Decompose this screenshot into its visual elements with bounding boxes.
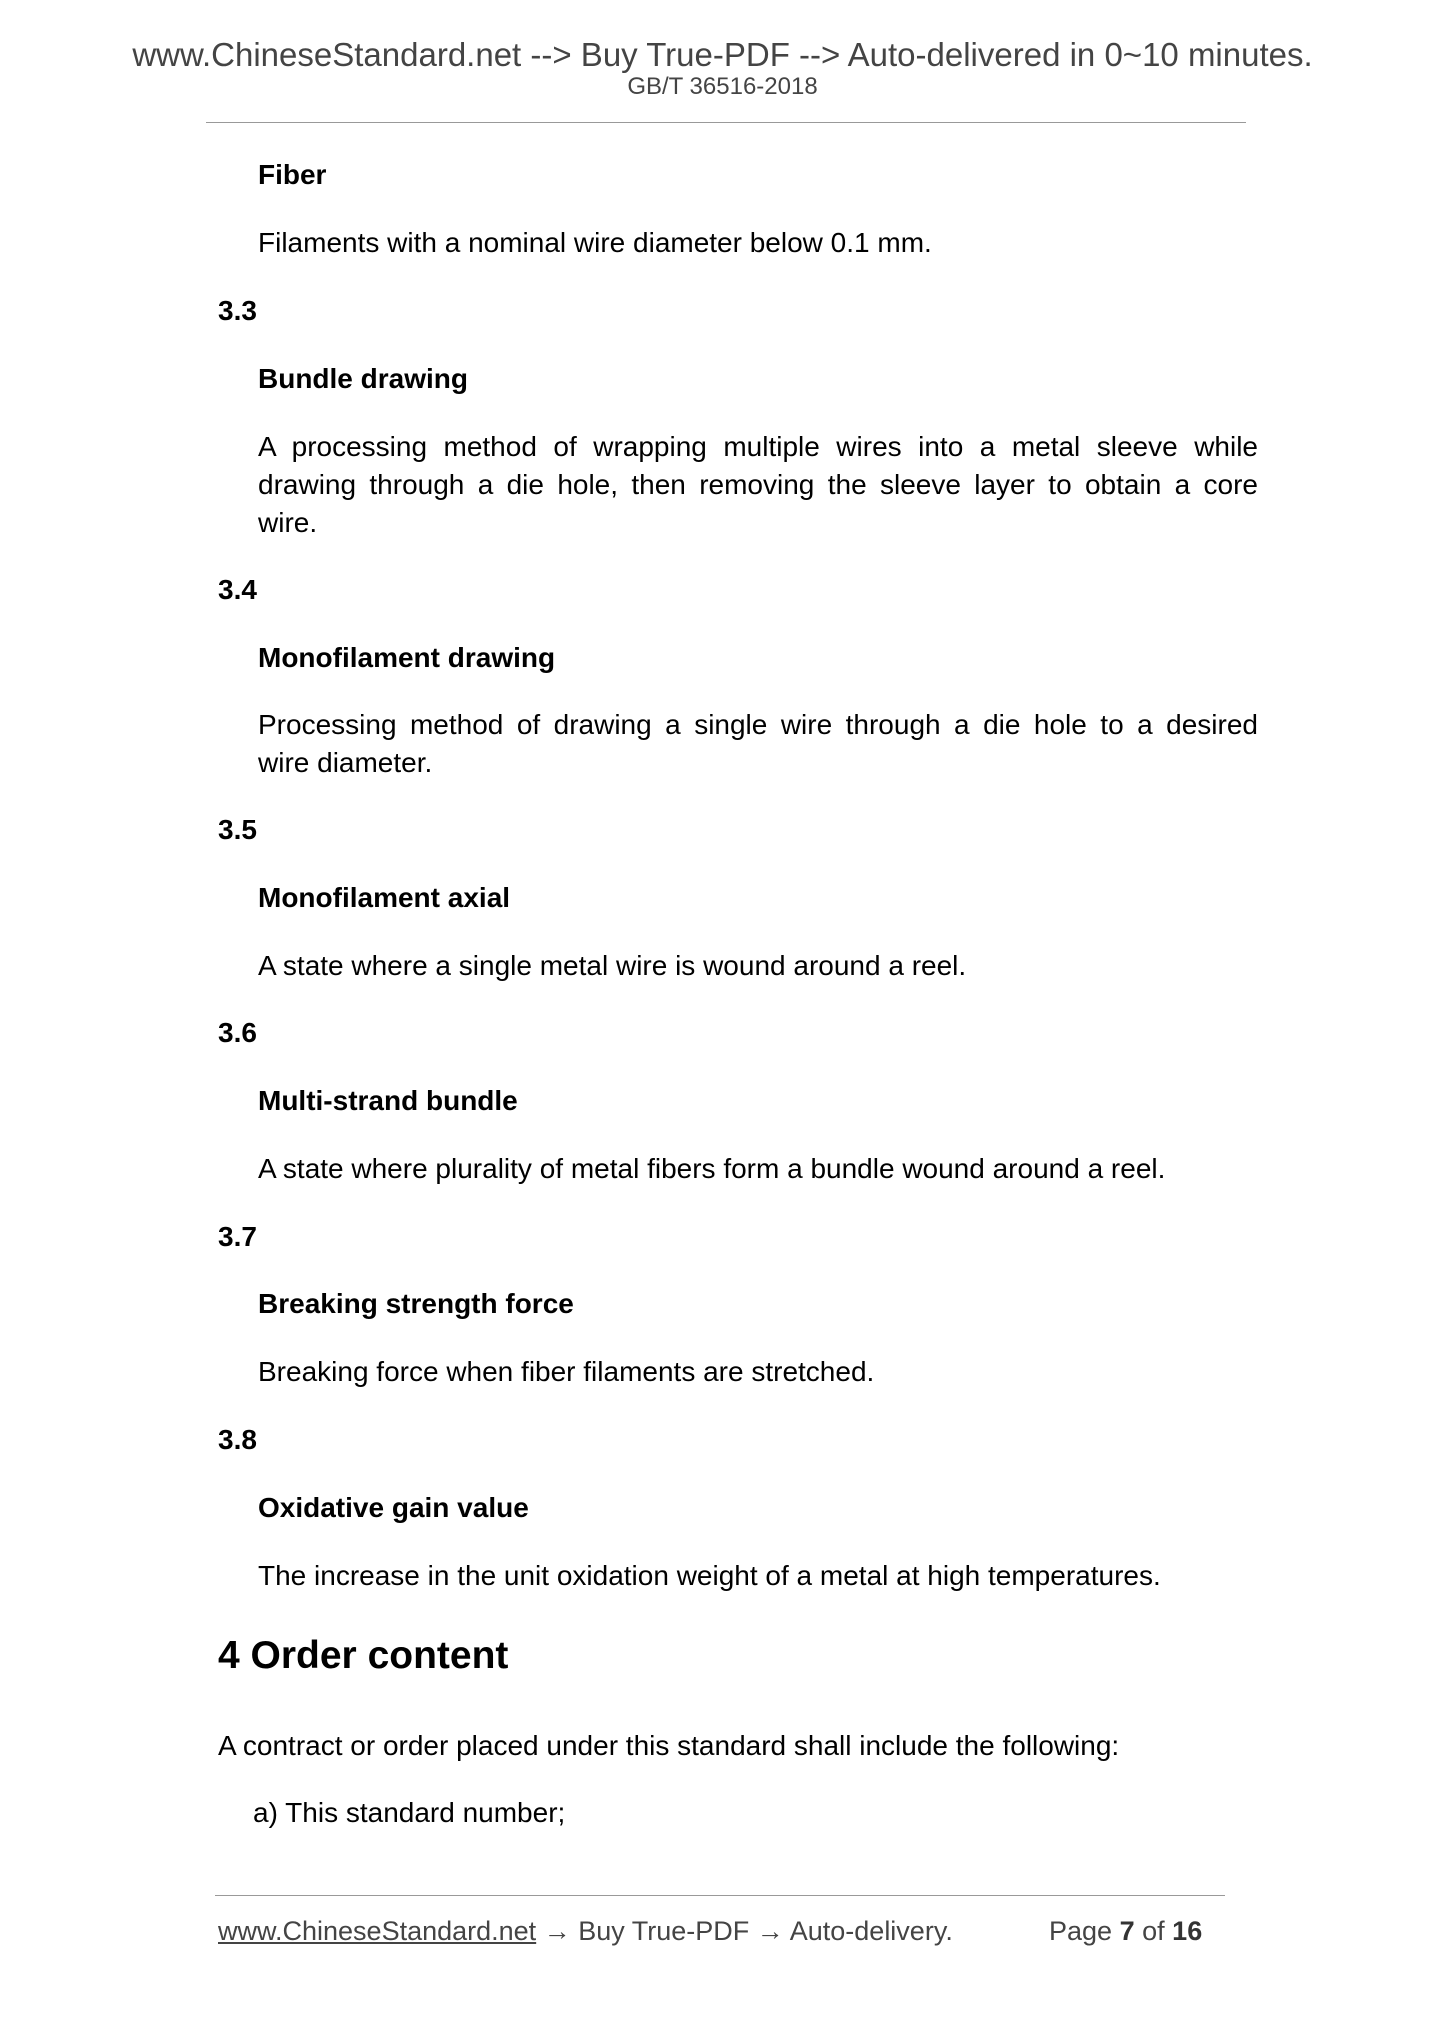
definition-line: wire diameter. (258, 747, 433, 778)
total-pages-number: 16 (1172, 1916, 1203, 1946)
clause-number-3-6: 3.6 (218, 1017, 257, 1048)
section-heading-order-content: 4 Order content (218, 1634, 509, 1677)
footer-left (218, 1918, 953, 1945)
term-oxidative-gain-value: Oxidative gain value (258, 1492, 529, 1523)
definition-line: drawing through a die hole, then removing the sleeve layer to obtain a core (258, 469, 1258, 500)
of-label: of (1142, 1916, 1165, 1946)
clause-number-3-3: 3.3 (218, 295, 257, 326)
definition-breaking-strength-force: Breaking force when fiber filaments are stretched. (258, 1356, 875, 1387)
header-divider (206, 122, 1246, 123)
definition-line: Processing method of drawing a single wire through a die hole to a desired (258, 709, 1258, 740)
document-number: GB/T 36516-2018 (627, 73, 818, 100)
footer-link[interactable]: www.ChineseStandard.net (218, 1916, 537, 1946)
header-banner: www.ChineseStandard.net --> Buy True-PDF --> Auto-delivered in 0~10 minutes. (132, 36, 1313, 73)
definition-fiber: Filaments with a nominal wire diameter below 0.1 mm. (258, 227, 932, 258)
clause-number-3-7: 3.7 (218, 1221, 257, 1252)
term-monofilament-axial: Monofilament axial (258, 882, 511, 913)
definition-line: wire. (258, 507, 318, 538)
list-item: a) This standard number; (253, 1797, 566, 1828)
term-fiber: Fiber (258, 159, 327, 190)
footer-divider (215, 1895, 1225, 1896)
clause-number-3-4: 3.4 (218, 574, 257, 605)
definition-oxidative-gain-value: The increase in the unit oxidation weight of a metal at high temperatures. (258, 1560, 1161, 1591)
term-breaking-strength-force: Breaking strength force (258, 1288, 574, 1319)
definition-monofilament-drawing (258, 706, 1258, 782)
footer-tagline: → Buy True-PDF → Auto-delivery. (536, 1916, 953, 1946)
term-bundle-drawing: Bundle drawing (258, 363, 468, 394)
clause-number-3-8: 3.8 (218, 1424, 257, 1455)
clause-number-3-5: 3.5 (218, 814, 257, 845)
order-content-intro: A contract or order placed under this standard shall include the following: (218, 1730, 1120, 1761)
term-monofilament-drawing: Monofilament drawing (258, 642, 556, 673)
page-indicator (1049, 1918, 1202, 1945)
page-label: Page (1049, 1916, 1113, 1946)
term-multi-strand-bundle: Multi-strand bundle (258, 1085, 518, 1116)
definition-bundle-drawing (258, 428, 1258, 542)
definition-monofilament-axial: A state where a single metal wire is wound around a reel. (258, 950, 967, 981)
definition-line: A processing method of wrapping multiple wires into a metal sleeve while (258, 431, 1258, 462)
definition-multi-strand-bundle: A state where plurality of metal fibers form a bundle wound around a reel. (258, 1153, 1166, 1184)
current-page-number: 7 (1119, 1916, 1135, 1946)
